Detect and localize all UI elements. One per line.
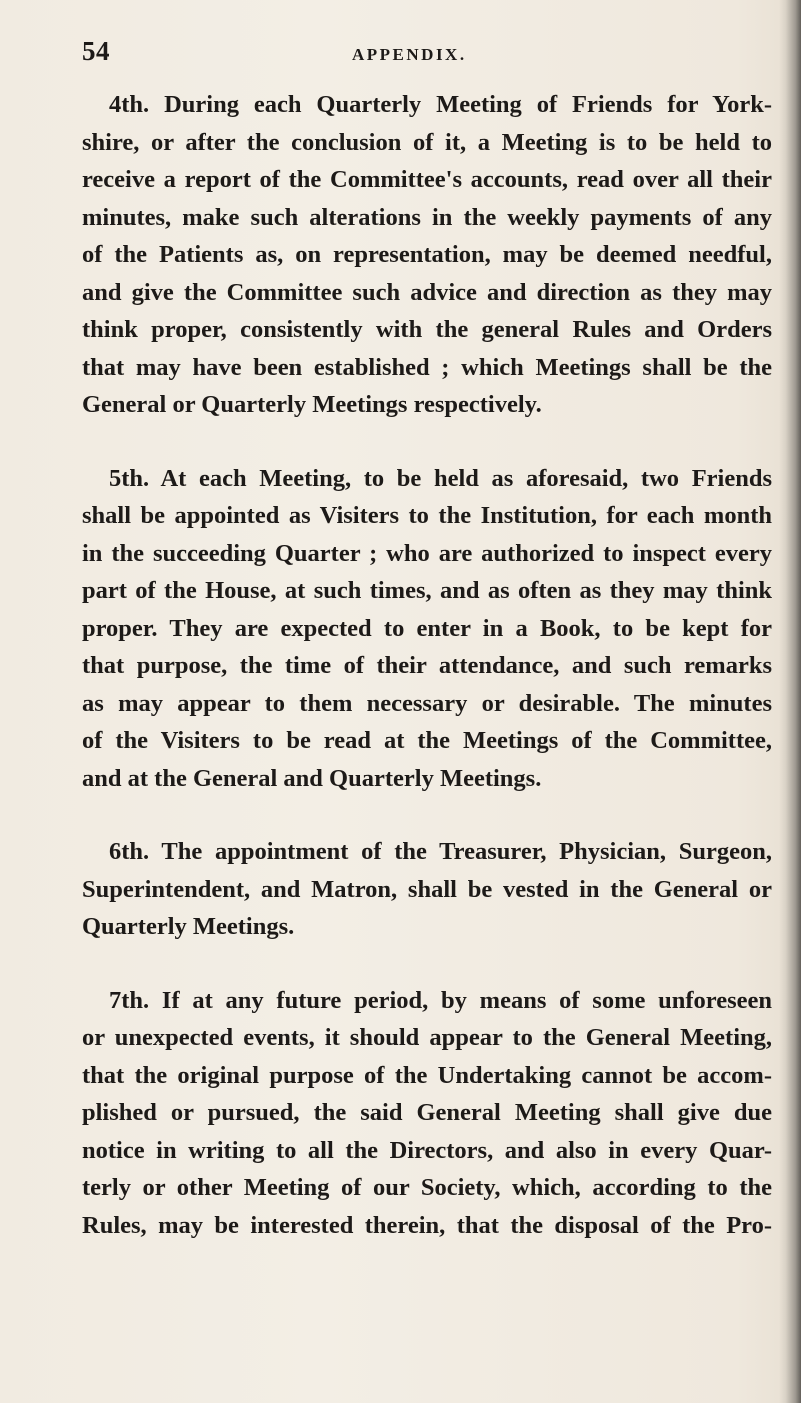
text-line: 4th. During each Quarterly Meeting of Friends for York- (109, 91, 772, 118)
page-number: 54 (82, 36, 110, 66)
page-edge-shadow (779, 0, 801, 1403)
text-line: that the original purpose of the Undertaking cannot be accom- (82, 1061, 772, 1089)
text-line: as may appear to them necessary or desirable. The minutes (82, 689, 772, 717)
text-line: and give the Committee such advice and direction as they may (82, 278, 772, 306)
text-line: terly or other Meeting of our Society, which, according to the (82, 1174, 772, 1201)
text-line: think proper, consistently with the general Rules and Orders (82, 316, 772, 343)
text-line: plished or pursued, the said General Meeting shall give due (82, 1099, 772, 1126)
text-line: or unexpected events, it should appear to the General Meeting, (82, 1024, 772, 1051)
text-line: Superintendent, and Matron, shall be vested in the General or (82, 875, 772, 903)
text-line: Rules, may be interested therein, that the disposal of the Pro- (82, 1211, 772, 1239)
text-line: General or Quarterly Meetings respectively. (82, 391, 542, 418)
paragraph-5th (82, 460, 772, 798)
text-line: shire, or after the conclusion of it, a Meeting is to be held to (82, 128, 772, 156)
text-line: that purpose, the time of their attendance, and such remarks (82, 652, 772, 679)
text-line: Quarterly Meetings. (82, 913, 295, 940)
body-text (82, 86, 772, 1280)
text-line: notice in writing to all the Directors, and also in every Quar- (82, 1136, 772, 1164)
text-line: that may have been established ; which Meetings shall be the (82, 353, 772, 381)
text-line: proper. They are expected to enter in a Book, to be kept for (82, 614, 772, 642)
running-head: APPENDIX. (352, 45, 467, 64)
paragraph-6th (82, 833, 772, 946)
paragraph-7th (82, 982, 772, 1245)
text-line: and at the General and Quarterly Meetings. (82, 764, 542, 792)
text-line: minutes, make such alterations in the weekly payments of any (82, 203, 772, 231)
text-line: 5th. At each Meeting, to be held as aforesaid, two Friends (109, 464, 772, 492)
text-line: in the succeeding Quarter ; who are authorized to inspect every (82, 539, 772, 567)
text-line: shall be appointed as Visiters to the Institution, for each month (82, 502, 772, 529)
text-line: 6th. The appointment of the Treasurer, Physician, Surgeon, (109, 838, 772, 865)
text-line: 7th. If at any future period, by means of some unforeseen (109, 986, 772, 1014)
text-line: of the Patients as, on representation, may be deemed needful, (82, 241, 772, 268)
text-line: part of the House, at such times, and as often as they may think (82, 577, 772, 604)
text-line: receive a report of the Committee's accounts, read over all their (82, 166, 772, 193)
paragraph-4th (82, 86, 772, 424)
text-line: of the Visiters to be read at the Meetings of the Committee, (82, 727, 772, 754)
